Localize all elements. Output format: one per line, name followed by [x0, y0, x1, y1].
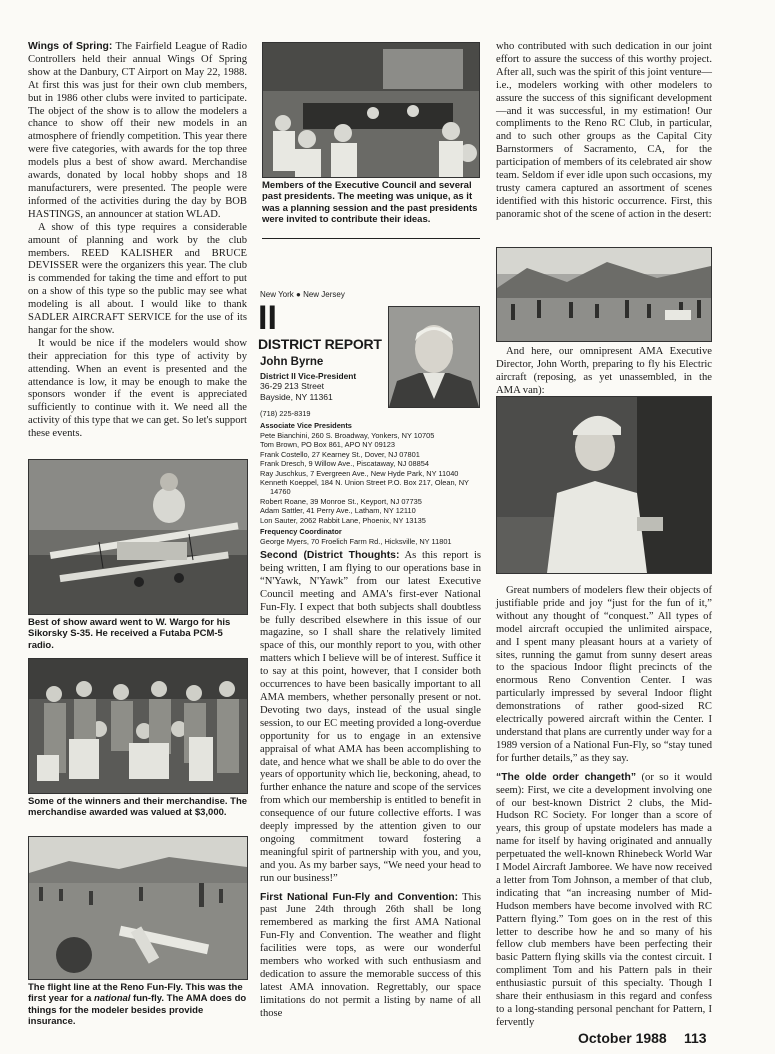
associate-vp-entry: Frank Dresch, 9 Willow Ave., Piscataway, NJ 08854	[260, 459, 429, 469]
associate-vp-entry: 14760	[270, 487, 291, 497]
district-numeral: II	[258, 299, 277, 337]
caption-best-of-show: Best of show award went to W. Wargo for his Sikorsky S-35. He received a Futaba PCM-5 radio.	[28, 617, 231, 651]
associate-vp-entry: Robert Roane, 39 Monroe St., Keyport, NJ 07735	[260, 496, 422, 506]
district-report-heading: DISTRICT REPORT	[258, 336, 382, 352]
caption-winners: Some of the winners and their merchandise. The merchandise awarded was valued at $3,000.	[28, 796, 248, 819]
column-3-text-mid	[496, 346, 712, 398]
associate-vp-entry: Kenneth Koeppel, 184 N. Union Street P.O. Box 217, Olean, NY	[260, 478, 469, 488]
photo-desert-panorama	[496, 247, 712, 342]
paragraph: A show of this type requires a considerable amount of planning and work by the club members. REED KALISHER and BRUCE DEVISSER were the organizers this year. The club is commended for taking the time and effort to put on a show of this type so the public may see what modeling is all about. I would like to thank SADLER AIRCRAFT SERVICE for the use of its hangar for the show.	[28, 221, 247, 336]
runin-heading: First National Fun-Fly and Convention:	[260, 891, 459, 903]
associate-vp-entry: Lon Sauter, 2062 Rabbit Lane, Phoenix, NY 13135	[260, 515, 426, 525]
frequency-coordinator: George Myers, 70 Froelich Farm Rd., Hicksville, NY 11801	[260, 537, 452, 546]
column-3-text-top	[496, 41, 712, 222]
paragraph-district-thoughts: Second (District Thoughts: As this report is being written, I am flying to our operations base in “N'Yawk, N'Yawk” from our latest Executive Council meeting and AMA's first-ever National Fun-Fly. I expect that both subjects shall doubtless be fully described elsewhere in this issue of our magazine, so I shall share the relatively limited space of this, our monthly report to you, with other matters which I believe will be of interest. Suffice it to say at this point, however, that I consider both occurrences to have been basically important to all AMA members, whether personally present or not. Devoting two days, instead of the usual single session, to our EC meeting provided a long-overdue opportunity for us to engage in an extensive appraisal of what AMA has been accomplishing to date, and hence what we shall be able to do over the years of opportunity which lie, beckoning, ahead, to further enhance the nature and scope of the services from which our membership is entitled to benefit in consequence of our future collective efforts. I was deeply impressed by the attention given to our ongoing commitment toward fostering a meaningful spirit of partnership with you, and you, and you. As my barber says, “We need your head to run our business!”	[260, 550, 482, 884]
vp-address-line1: 36-29 213 Street	[260, 381, 325, 391]
vp-address-line2: Bayside, NY 11361	[260, 392, 333, 402]
photo-winners-merchandise	[28, 658, 248, 794]
caption-executive-council: Members of the Executive Council and several past presidents. The meeting was unique, as it was a planning session and the past presidents were invited to contribute their ideas.	[262, 180, 478, 225]
paragraph: It would be nice if the modelers would show their appreciation for this type of activity by attending. When an event is presented and the attendance is low, it may be enough to make the sponsors wonder if the event is appreciated sufficiently to continue with it. We need all the activity of this type that we can get. So let's support these events.	[28, 337, 247, 440]
column-1-text	[28, 41, 247, 441]
vp-title: District II Vice-President	[260, 371, 357, 381]
runin-heading: Wings of Spring:	[28, 41, 113, 52]
photo-sikorsky-model	[28, 459, 248, 615]
paragraph: And here, our omnipresent AMA Executive Director, John Worth, preparing to fly his Electric aircraft (reposing, as yet unassembled, in the AMA van):	[496, 346, 712, 396]
paragraph-olde-order: “The olde order changeth” (or so it would seem): First, we cite a development involving one of our best-known District 2 clubs, the Mid-Hudson RC Society. For longer than a score of years, this group of upstate modelers has made a name for itself by having originated and annually perpetuated the well-known Rhinebeck World War I Model Aircraft Jamboree. We have now received a letter from Tom Johnson, a member of that club, indicating that “an increasing number of Mid-Hudson members have become involved with RC Pattern flying.” Tom goes on in the rest of this letter to describe how he and so many of his fellow club members have been perfecting their basic Pattern flying skills via the contest circuit. I compliment Tom and his Pattern pals in their enthusiastic pursuit of this specialty. Though I share their enthusiasm in this regard and confess to a long-standing personal penchant for Pattern, I fervently	[496, 771, 712, 1028]
region-label: New York ● New Jersey	[260, 290, 345, 299]
column-3-text-bottom	[496, 585, 712, 1030]
runin-heading: “The olde order changeth”	[496, 771, 637, 783]
associate-vp-entry: Ray Juschkus, 7 Evergreen Ave., New Hyde Park, NY 11040	[260, 468, 459, 478]
paragraph: Great numbers of modelers flew their objects of justifiable pride and joy “just for the fun of it,” without any thought of “conquest.” All types of model aircraft occupied the unlimited airspace, and I spent many pleasant hours at a variety of sites, running the gamut from sunny desert areas to the spacious Indoor flight precincts of the enormous Reno Convention Center. I was particularly impressed by several Indoor flight demonstrations of rather good-sized RC electrically powered aircraft within the Center. I understand that plans are currently under way for a 1989 version of a National Fun-Fly, so “stay tuned for further details,” as they say.	[496, 585, 712, 764]
photo-flight-line	[28, 836, 248, 980]
runin-heading: Second (District Thoughts:	[260, 550, 400, 561]
vp-name: John Byrne	[260, 356, 324, 368]
page-number: 113	[684, 1030, 707, 1046]
issue-date: October 1988	[578, 1030, 667, 1046]
photo-john-byrne-portrait	[388, 306, 480, 408]
divider-rule	[262, 238, 480, 239]
associate-vp-heading: Associate Vice Presidents	[260, 421, 352, 430]
associate-vp-entry: Adam Sattler, 41 Perry Ave., Latham, NY 12110	[260, 506, 416, 516]
paragraph-fun-fly: First National Fun-Fly and Convention: This past June 24th through 26th shall be long remembered as marking the first AMA National Fun-Fly and Convention. The weather and flight facilities were tops, as were our wonderful members who worked with such enthusiasm and dedication to assure the memorable success of this latest AMA innovation. Regrettably, our space limitations do not permit a listing by name of all those	[260, 891, 481, 1019]
associate-vp-list	[260, 431, 482, 525]
paragraph-wings-of-spring: Wings of Spring: The Fairfield League of Radio Controllers held their annual Wings Of Spring show at the Danbury, CT Airport on May 22, 1988. At first this was just for their own club members, but in 1986 other clubs were invited to participate. The object of the show is to allow the modelers a chance to show off their new models in an atmosphere of friendly competition. This year there were five categories, with awards for the top three models plus a best of show award. Merchandise awards, donated by local hobby shops and 18 manufacturers, were presented. The people were informed of the activities during the day by BOB HASTINGS, an announcer at station WLAD.	[28, 41, 247, 220]
caption-flight-line: The flight line at the Reno Fun-Fly. This was the first year for a national fun-fly. The AMA does do things for the modeler besides provide insurance.	[28, 982, 247, 1027]
paragraph: who contributed with such dedication in our joint effort to assure the success of this worthy project. After all, such was the spirit of this joint venture—i.e., modelers working with other modelers to assure the success of this significant development—and it was successful, in my estimation! Our compliments to the Reno RC Club, in particular, and to such other groups as the Capital City Barnstormers of Sacramento, CA, for the participation of members of its celebrated air show team. Seldom if ever idle upon such occasions, my trusty camera captured an assortment of scenes identified with this historic occurrence. First, this panoramic shot of the scene of action in the desert:	[496, 41, 712, 220]
frequency-coordinator-heading: Frequency Coordinator	[260, 527, 342, 536]
photo-executive-council	[262, 42, 480, 178]
column-2-text	[260, 550, 481, 1021]
associate-vp-entry: Pete Bianchini, 260 S. Broadway, Yonkers, NY 10705	[260, 431, 435, 440]
associate-vp-entry: Frank Costello, 27 Kearney St., Dover, NJ 07801	[260, 449, 420, 459]
vp-phone: (718) 225-8319	[260, 409, 311, 418]
associate-vp-entry: Tom Brown, PO Box 861, APO NY 09123	[260, 440, 396, 450]
photo-john-worth-van	[496, 396, 712, 574]
